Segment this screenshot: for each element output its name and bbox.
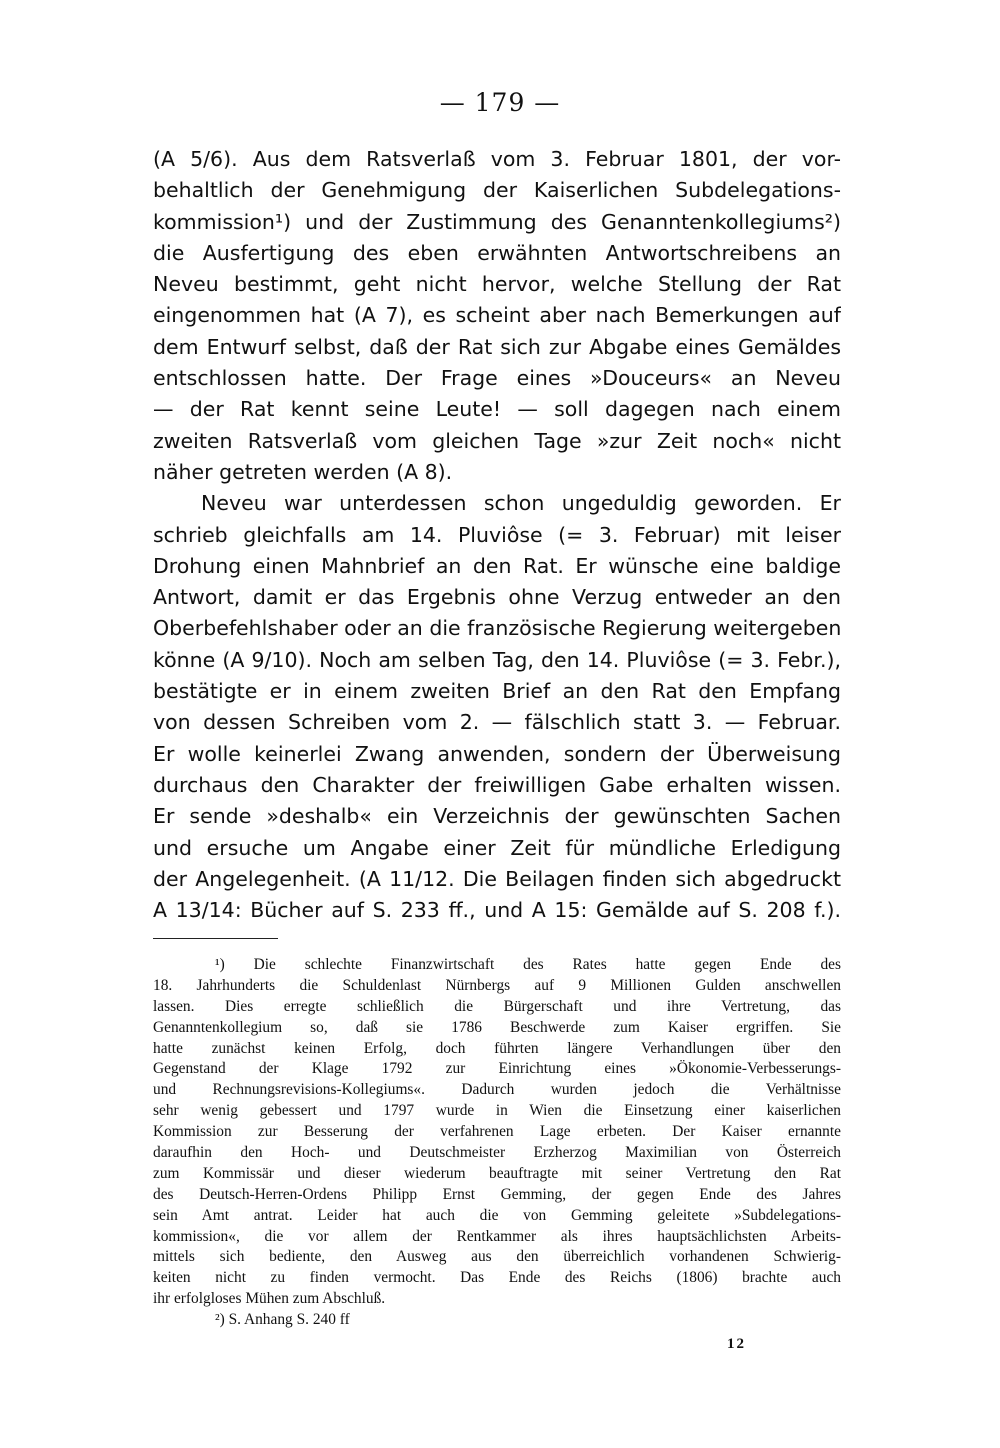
footnote-1-line: lassen. Dies erregte schließlich die Bürgerschaft und ihre Vertretung, das: [153, 997, 841, 1015]
footnote-1-line: Gegenstand der Klage 1792 zur Einrichtung eines »Ökonomie-Verbesserungs-: [153, 1060, 841, 1078]
footnote-1-line: Genanntenkollegium so, daß sie 1786 Beschwerde zum Kaiser ergriffen. Sie: [153, 1018, 841, 1036]
text-line: A 13/14: Bücher auf S. 233 ff., und A 15: Gemälde auf S. 208 f.).: [153, 898, 841, 923]
text-line: — der Rat kennt seine Leute! — soll dagegen nach einem: [153, 397, 841, 422]
text-line: und ersuche um Angabe einer Zeit für mündliche Erledigung: [153, 835, 841, 860]
footnote-1-line: 18. Jahrhunderts die Schuldenlast Nürnbergs auf 9 Millionen Gulden anschwellen: [153, 976, 841, 994]
text-line: zweiten Ratsverlaß vom gleichen Tage »zur Zeit noch« nicht: [153, 428, 841, 453]
text-line: von dessen Schreiben vom 2. — fälschlich statt 3. — Februar.: [153, 710, 841, 735]
footnote-1-line: hatte zunächst keinen Erfolg, doch führten längere Verhandlungen über den: [153, 1039, 841, 1057]
text-line: (A 5/6). Aus dem Ratsverlaß vom 3. Februar 1801, der vor-: [153, 147, 841, 171]
footnote-1-line: sein Amt antrat. Leider hat auch die von Gemming geleitete »Subdelegations-: [153, 1206, 841, 1224]
signature-mark: 12: [727, 1336, 746, 1352]
text-line: Neveu bestimmt, geht nicht hervor, welche Stellung der Rat: [153, 272, 841, 297]
text-line: bestätigte er in einem zweiten Brief an den Rat den Empfang: [153, 679, 841, 704]
text-line: durchaus den Charakter der freiwilligen Gabe erhalten wissen.: [153, 772, 841, 797]
text-line: Neveu war unterdessen schon ungeduldig geworden. Er: [201, 491, 841, 516]
text-line: näher getreten werden (A 8).: [153, 459, 453, 484]
footnote-1-line: ¹) Die schlechte Finanzwirtschaft des Rates hatte gegen Ende des: [215, 956, 841, 973]
text-line: die Ausfertigung des eben erwähnten Antwortschreibens an: [153, 240, 841, 265]
text-line: behaltlich der Genehmigung der Kaiserlichen Subdelegations-: [153, 178, 841, 203]
footnotes: [153, 955, 841, 1331]
footnote-divider: [153, 938, 278, 939]
footnote-1-line: Kommission zur Besserung der verfahrenen Lage erbeten. Der Kaiser ernannte: [153, 1123, 841, 1141]
footnote-1-line: sehr wenig gebessert und 1797 wurde in Wien die Einsetzung einer kaiserlichen: [153, 1102, 841, 1120]
footnote-1-line: keiten nicht zu finden vermocht. Das Ende des Reichs (1806) brachte auch: [153, 1269, 841, 1287]
footnote-1-line: daraufhin den Hoch- und Deutschmeister Erzherzog Maximilian von Österreich: [153, 1144, 841, 1162]
text-line: Er sende »deshalb« ein Verzeichnis der gewünschten Sachen: [153, 804, 841, 829]
text-line: schrieb gleichfalls am 14. Pluviôse (= 3. Februar) mit leiser: [153, 522, 841, 547]
text-line: kommission¹) und der Zustimmung des Genanntenkollegiums²): [153, 209, 841, 234]
footnote-1-line: kommission«, die vor allem der Rentkammer als ihres hauptsächlichsten Arbeits-: [153, 1227, 841, 1245]
footnote-1-line: ihr erfolgloses Mühen zum Abschluß.: [153, 1290, 386, 1308]
text-line: könne (A 9/10). Noch am selben Tag, den 14. Pluviôse (= 3. Febr.),: [153, 647, 841, 672]
body-text: [153, 144, 841, 926]
text-line: Antwort, damit er das Ergebnis ohne Verzug entweder an den: [153, 585, 841, 610]
footnote-1-line: mittels sich bediente, den Ausweg aus den überreichlich vorhandenen Schwierig-: [153, 1248, 841, 1266]
text-line: entschlossen hatte. Der Frage eines »Douceurs« an Neveu: [153, 366, 841, 391]
footnote-1-line: zum Kommissär und dieser wiederum beauftragte mit seiner Vertretung den Rat: [153, 1164, 841, 1182]
footnote-1-line: des Deutsch-Herren-Ordens Philipp Ernst Gemming, der gegen Ende des Jahres: [153, 1185, 841, 1203]
text-line: Er wolle keinerlei Zwang anwenden, sondern der Überweisung: [153, 741, 841, 766]
text-line: Drohung einen Mahnbrief an den Rat. Er wünsche eine baldige: [153, 553, 841, 578]
footnote-1-line: und Rechnungsrevisions-Kollegiums«. Dadurch wurden jedoch die Verhältnisse: [153, 1081, 841, 1099]
page-number: — 179 —: [439, 88, 561, 117]
text-line: der Angelegenheit. (A 11/12. Die Beilagen finden sich abgedruckt: [153, 866, 841, 891]
text-line: Oberbefehlshaber oder an die französische Regierung weitergeben: [153, 616, 841, 641]
footnote-2: ²) S. Anhang S. 240 ff: [215, 1311, 350, 1329]
text-line: dem Entwurf selbst, daß der Rat sich zur Abgabe eines Gemäldes: [153, 334, 841, 359]
text-line: eingenommen hat (A 7), es scheint aber nach Bemerkungen auf: [153, 303, 841, 328]
